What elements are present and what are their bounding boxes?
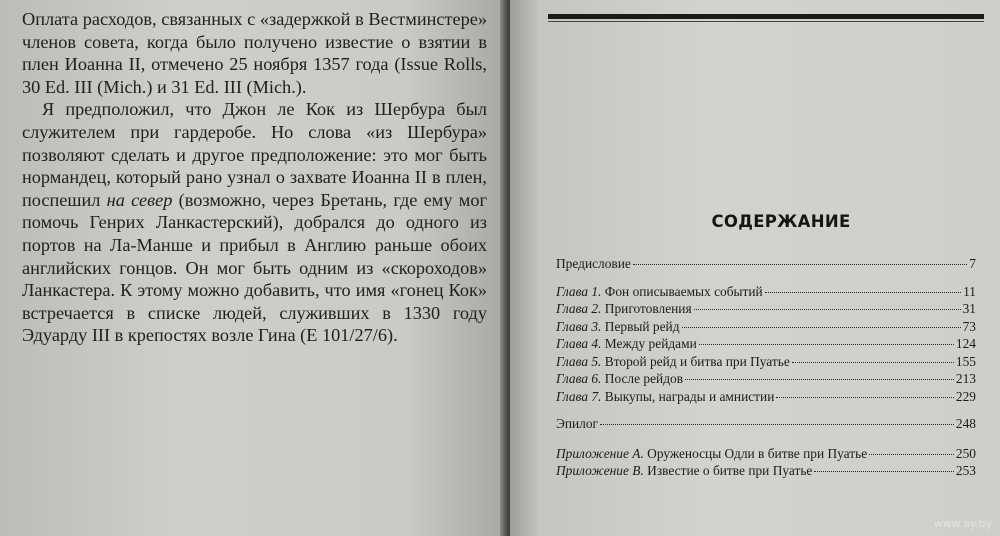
toc-heading: СОДЕРЖАНИЕ bbox=[711, 212, 851, 231]
toc-leader bbox=[776, 397, 954, 398]
toc-leader bbox=[694, 309, 961, 310]
paragraph-2 bbox=[22, 98, 487, 347]
toc-leader bbox=[814, 471, 954, 472]
toc-title: Между рейдами bbox=[604, 336, 697, 351]
toc-prefix: Глава 1. bbox=[556, 283, 602, 299]
toc-page-number: 248 bbox=[955, 416, 976, 431]
toc-title: Фон описываемых событий bbox=[604, 283, 763, 299]
toc-title: После рейдов bbox=[604, 371, 684, 386]
paragraph-2-part-a: Я предположил, что Джон ле Кок из Шербура был служителем при гардеробе. Но слова «из Шербура» позволяют сделать и другое предположение: это мог быть нормандец, который рано узнал о захвате Иоанна II в плен, поспешил bbox=[22, 99, 487, 210]
toc-leader bbox=[685, 379, 954, 380]
toc-prefix: Приложение А. bbox=[556, 445, 644, 461]
toc-title: Известие о битве при Пуатье bbox=[647, 463, 813, 478]
toc-row-epilogue bbox=[556, 416, 976, 434]
toc-leader bbox=[633, 264, 967, 265]
toc-prefix: Глава 6. bbox=[556, 371, 602, 386]
toc-leader bbox=[869, 454, 954, 455]
toc-prefix: Глава 4. bbox=[556, 336, 602, 351]
top-rule-thin bbox=[548, 21, 984, 22]
toc-page-number: 250 bbox=[955, 445, 976, 461]
toc-page-number: 253 bbox=[955, 463, 976, 478]
toc-prefix: Приложение В. bbox=[556, 463, 644, 478]
toc-leader bbox=[699, 344, 954, 345]
toc-row-appendix bbox=[556, 446, 976, 464]
toc-title: Выкупы, награды и амнистии bbox=[604, 388, 775, 404]
paragraph-2-emphasis: на север bbox=[106, 189, 173, 210]
toc-page-number: 155 bbox=[955, 353, 976, 369]
toc-page-number: 124 bbox=[955, 336, 976, 351]
toc-label bbox=[556, 463, 812, 479]
toc-page-number: 213 bbox=[955, 371, 976, 386]
toc-row-chapter bbox=[556, 284, 976, 302]
toc-page-number: 31 bbox=[962, 301, 976, 316]
toc-row-preface bbox=[556, 256, 976, 274]
toc-label: Эпилог bbox=[556, 416, 599, 431]
toc-leader bbox=[792, 362, 954, 363]
toc-label bbox=[556, 301, 692, 317]
toc-label bbox=[556, 336, 697, 352]
toc-label bbox=[556, 284, 763, 300]
toc-title: Первый рейд bbox=[604, 318, 680, 334]
paragraph-1: Оплата расходов, связанных с «задержкой в Вестминстере» членов совета, когда было получено известие о взятии в плен Иоанна II, отмечено 25 ноября 1357 года (Issue Rolls, 30 Ed. III (Mich.) и 31 Ed. III (Mich.). bbox=[22, 9, 487, 97]
toc-leader bbox=[682, 327, 961, 328]
toc-prefix: Глава 2. bbox=[556, 301, 602, 316]
top-rule bbox=[548, 14, 984, 19]
toc-row-appendix bbox=[556, 463, 976, 481]
toc-row-chapter bbox=[556, 301, 976, 319]
toc-page-number: 73 bbox=[962, 318, 976, 334]
toc-row-chapter bbox=[556, 354, 976, 372]
table-of-contents bbox=[556, 256, 976, 481]
toc-leader bbox=[600, 424, 954, 425]
toc-row-chapter bbox=[556, 319, 976, 337]
paragraph-2-part-b: (возможно, через Бретань, где ему мог помочь Генрих Ланкастерский), добрался до одного из портов на Ла-Манше и прибыл в Англию раньше обоих английских гонцов. Он мог быть одним из «скороходов» Ланкастера. К этому можно добавить, что имя «гонец Кок» встречается в списке людей, служивших в 1330 году Эдуарду III в крепостях возле Гина (E 101/27/6). bbox=[22, 189, 487, 346]
toc-row-chapter bbox=[556, 389, 976, 407]
toc-prefix: Глава 5. bbox=[556, 353, 602, 369]
toc-label bbox=[556, 371, 683, 387]
toc-page-number: 11 bbox=[963, 283, 976, 299]
toc-label bbox=[556, 354, 790, 370]
toc-page-number: 229 bbox=[955, 388, 976, 404]
watermark: www.ay.by bbox=[933, 517, 992, 530]
toc-label bbox=[556, 389, 774, 405]
toc-title: Приготовления bbox=[604, 301, 692, 316]
toc-prefix: Глава 3. bbox=[556, 318, 602, 334]
left-page-text bbox=[22, 8, 487, 347]
toc-page-number: 7 bbox=[969, 256, 976, 271]
toc-label: Предисловие bbox=[556, 256, 631, 271]
toc-row-chapter bbox=[556, 371, 976, 389]
toc-title: Второй рейд и битва при Пуатье bbox=[604, 353, 790, 369]
toc-leader bbox=[765, 292, 961, 293]
toc-label bbox=[556, 319, 680, 335]
toc-prefix: Глава 7. bbox=[556, 388, 602, 404]
toc-title: Оруженосцы Одли в битве при Пуатье bbox=[647, 445, 868, 461]
toc-row-chapter bbox=[556, 336, 976, 354]
toc-label bbox=[556, 446, 867, 462]
